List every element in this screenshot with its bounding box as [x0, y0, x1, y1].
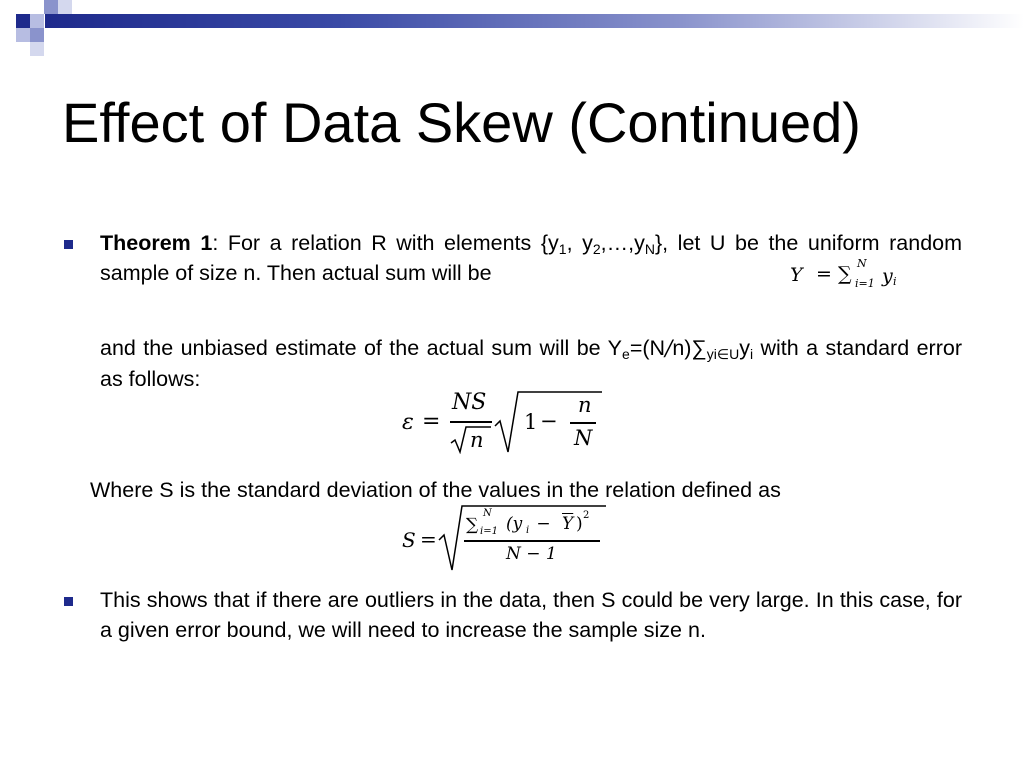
- corner-square-mid: [44, 0, 58, 14]
- fraction-bar: [570, 422, 596, 424]
- s-body: (y: [506, 514, 523, 534]
- estimate-text: and the unbiased estimate of the actual sum will be Y: [100, 336, 623, 360]
- epsilon: ε: [402, 410, 414, 435]
- corner-square-pale: [58, 0, 72, 14]
- theorem-label: Theorem 1: [100, 231, 213, 255]
- corner-square-pale: [30, 42, 44, 56]
- formula-s: S: [402, 528, 416, 552]
- corner-square-light: [16, 28, 30, 42]
- estimate-text: =(N: [629, 336, 666, 360]
- constant-one: 1: [524, 410, 538, 434]
- sum-lower: i=1: [855, 277, 875, 290]
- subscript: yi∈U: [706, 346, 740, 362]
- corner-square-light: [30, 14, 44, 28]
- estimate-text: with a standard error as follows:: [100, 336, 962, 391]
- formula-y-i: y: [882, 265, 893, 287]
- title-gradient-bar: [45, 14, 1024, 28]
- theorem-text: ,…,y: [600, 231, 645, 255]
- corner-square-mid: [30, 28, 44, 42]
- sum-upper: N: [483, 508, 492, 519]
- fraction-bar: [450, 421, 492, 423]
- subscript: 1: [558, 241, 567, 257]
- corner-square-dark: [16, 14, 30, 28]
- subscript: e: [622, 346, 630, 362]
- minus-sign: −: [540, 409, 558, 433]
- fraction-denominator: N − 1: [506, 544, 557, 564]
- subscript: N: [644, 241, 655, 257]
- actual-sum-formula: [790, 257, 930, 294]
- fraction-denominator: N: [574, 426, 593, 450]
- sum-lower: i=1: [480, 526, 498, 537]
- subscript: 2: [592, 241, 601, 257]
- bullet-icon: [64, 597, 73, 606]
- theorem-text: For a relation R with elements {y: [218, 231, 559, 255]
- slide-title: Effect of Data Skew (Continued): [62, 91, 861, 154]
- fraction-numerator: NS: [452, 390, 487, 415]
- formula-equals: =: [422, 409, 441, 434]
- estimate-text: n)∑: [672, 336, 707, 360]
- outliers-paragraph: This shows that if there are outliers in the data, then S could be very large. In this case, for a given error bound, we will need to increase the sample size n.: [100, 588, 962, 642]
- fraction-bar: [464, 540, 600, 542]
- sqrt-n: n: [470, 428, 484, 452]
- theorem-separator: :: [212, 231, 219, 255]
- sum-symbol: ∑: [838, 263, 852, 285]
- sum-upper: N: [857, 257, 867, 270]
- formula-i: i: [893, 275, 897, 288]
- subscript: i: [526, 525, 530, 536]
- formula-equals: =: [420, 527, 437, 551]
- s-formula: [400, 504, 610, 574]
- fraction-numerator: n: [578, 393, 592, 417]
- where-text: Where S is the standard deviation of the values in the relation defined as: [90, 478, 781, 502]
- formula-equals: =: [816, 263, 832, 285]
- estimate-text: y: [739, 336, 750, 360]
- formula-y: Y: [790, 264, 803, 286]
- bullet-icon: [64, 240, 73, 249]
- exponent: 2: [583, 510, 590, 521]
- slash: /: [665, 336, 673, 361]
- estimate-paragraph: [100, 333, 962, 394]
- standard-error-formula: [400, 390, 610, 456]
- y-bar: $\overline{Y}$: [562, 514, 574, 534]
- theorem-text: , y: [566, 231, 593, 255]
- sum-symbol: ∑: [466, 515, 479, 535]
- subscript: i: [749, 346, 754, 362]
- theorem-text: }, let U be the uniform random sample of size n. Then actual sum will be: [100, 231, 963, 285]
- minus-sign: −: [531, 514, 557, 534]
- close-paren: ): [576, 514, 583, 534]
